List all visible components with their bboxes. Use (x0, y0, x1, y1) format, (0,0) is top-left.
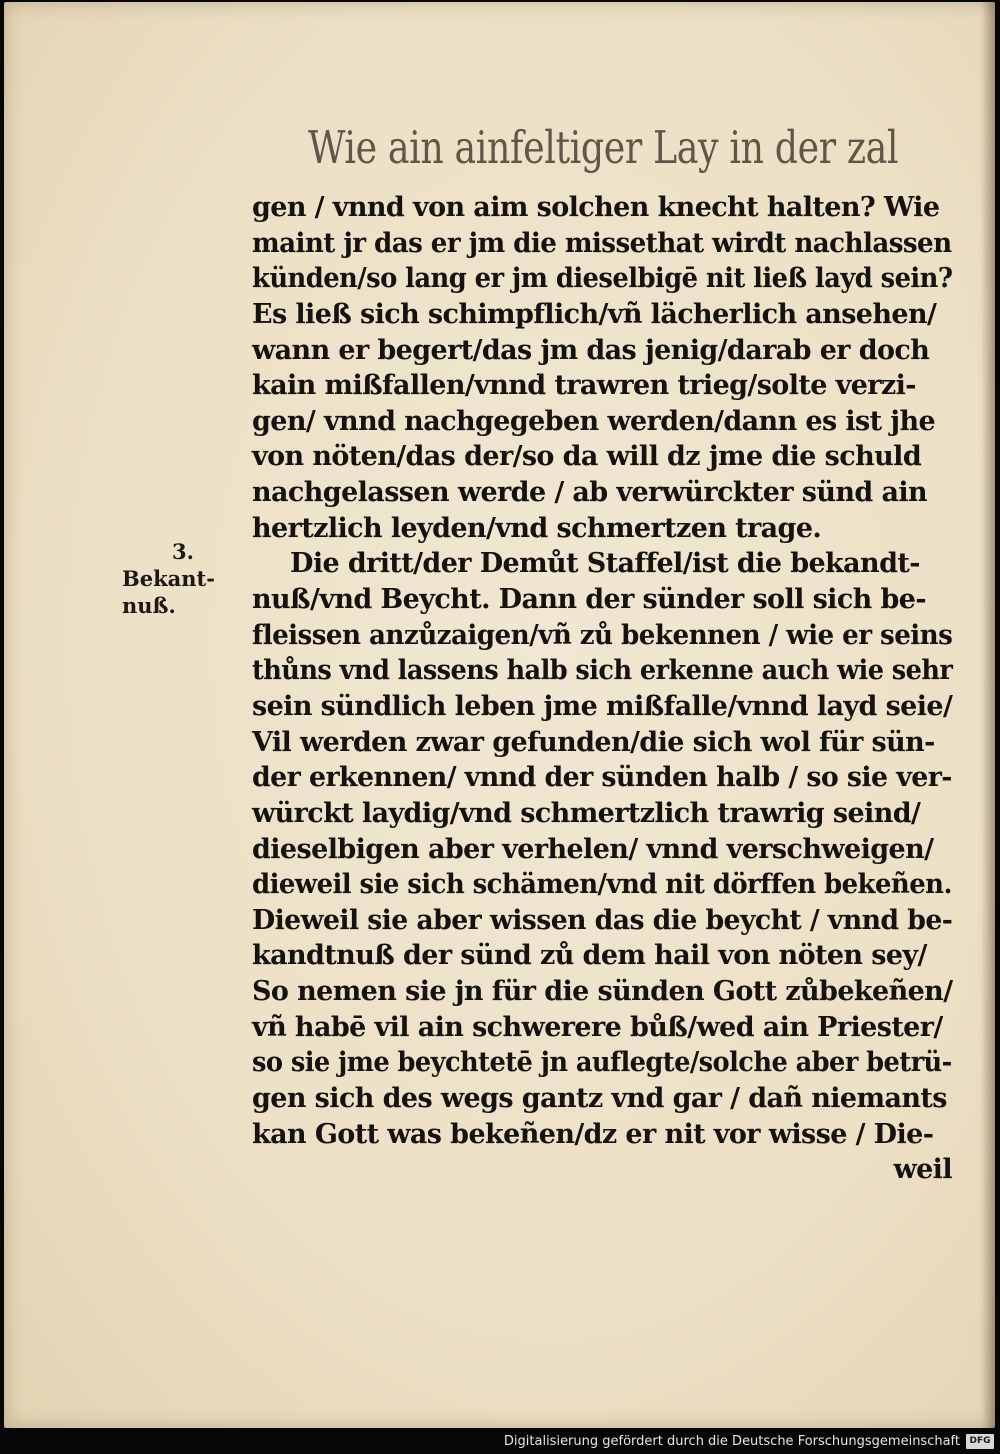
text-line: gen/ vnnd nachgegeben werden/dann es ist jhe (252, 405, 936, 437)
text-line: Vil werden zwar gefunden/die sich wol für sün- (252, 726, 935, 758)
marginal-line: nuß. (122, 593, 176, 618)
text-line: vñ habē vil ain schwerere bůß/wed ain Priester/ (252, 1011, 943, 1043)
text-line: Dieweil sie aber wissen das die beycht / vnnd be- (252, 904, 953, 936)
text-line: gen / vnnd von aim solchen knecht halten? Wie (252, 192, 940, 223)
text-line: sein sündlich leben jme mißfalle/vnnd layd seie/ (252, 690, 953, 722)
text-line: maint jr das er jm die missethat wirdt nachlassen (252, 227, 952, 259)
text-line: würckt laydig/vnd schmertzlich trawrig seind/ (252, 797, 921, 829)
text-line: gen sich des wegs gantz vnd gar / dañ niemants (252, 1083, 947, 1115)
text-line: thůns vnd lassens halb sich erkenne auch wie sehr (252, 655, 953, 687)
text-line: wann er begert/das jm das jenig/darab er doch (252, 334, 930, 366)
text-line: fleissen anzůzaigen/vñ zů bekennen / wie er seins (252, 619, 953, 651)
body-text (252, 190, 952, 1188)
text-line: von nöten/das der/so da will dz jme die schuld (252, 441, 922, 473)
text-line: dieweil sie sich schämen/vnd nit dörffen bekeñen. (252, 869, 952, 901)
catchword: weil (893, 1154, 952, 1186)
page-edge-shadow (981, 2, 995, 1428)
marginal-note (122, 538, 232, 619)
text-line: So nemen sie jn für die sünden Gott zůbekeñen/ (252, 976, 953, 1008)
text-line: kandtnuß der sünd zů dem hail von nöten sey/ (252, 940, 927, 972)
text-line: hertzlich leyden/vnd schmertzen trage. (252, 512, 822, 544)
marginal-line: Bekant- (122, 566, 215, 591)
running-head: Wie ain ainfeltiger Lay in der zal (308, 121, 899, 174)
text-line: künden/so lang er jm dieselbigē nit ließ layd sein? (252, 263, 953, 295)
dfg-logo-icon: DFG (966, 1434, 994, 1449)
paragraph-start-line: Die dritt/der Demůt Staffel/ist die bekandt- (290, 548, 920, 580)
text-line: nachgelassen werde / ab verwürckter sünd ain (252, 477, 928, 509)
funding-credit: Digitalisierung gefördert durch die Deutsche Forschungsgemeinschaft (503, 1434, 960, 1449)
text-line: Es ließ sich schimpflich/vñ lächerlich ansehen/ (252, 298, 937, 330)
text-line: der erkennen/ vnnd der sünden halb / so sie ver- (252, 762, 952, 794)
text-line: dieselbigen aber verhelen/ vnnd verschweigen/ (252, 833, 934, 865)
text-line: kain mißfallen/vnnd trawren trieg/solte verzi- (252, 370, 916, 402)
text-line: so sie jme beychtetē jn auflegte/solche aber betrü- (252, 1047, 952, 1079)
marginal-number: 3. (172, 539, 194, 564)
text-line: nuß/vnd Beycht. Dann der sünder soll sich be- (252, 584, 926, 616)
text-line: kan Gott was bekeñen/dz er nit vor wisse / Die- (252, 1118, 934, 1150)
footer-bar (0, 1430, 1000, 1454)
